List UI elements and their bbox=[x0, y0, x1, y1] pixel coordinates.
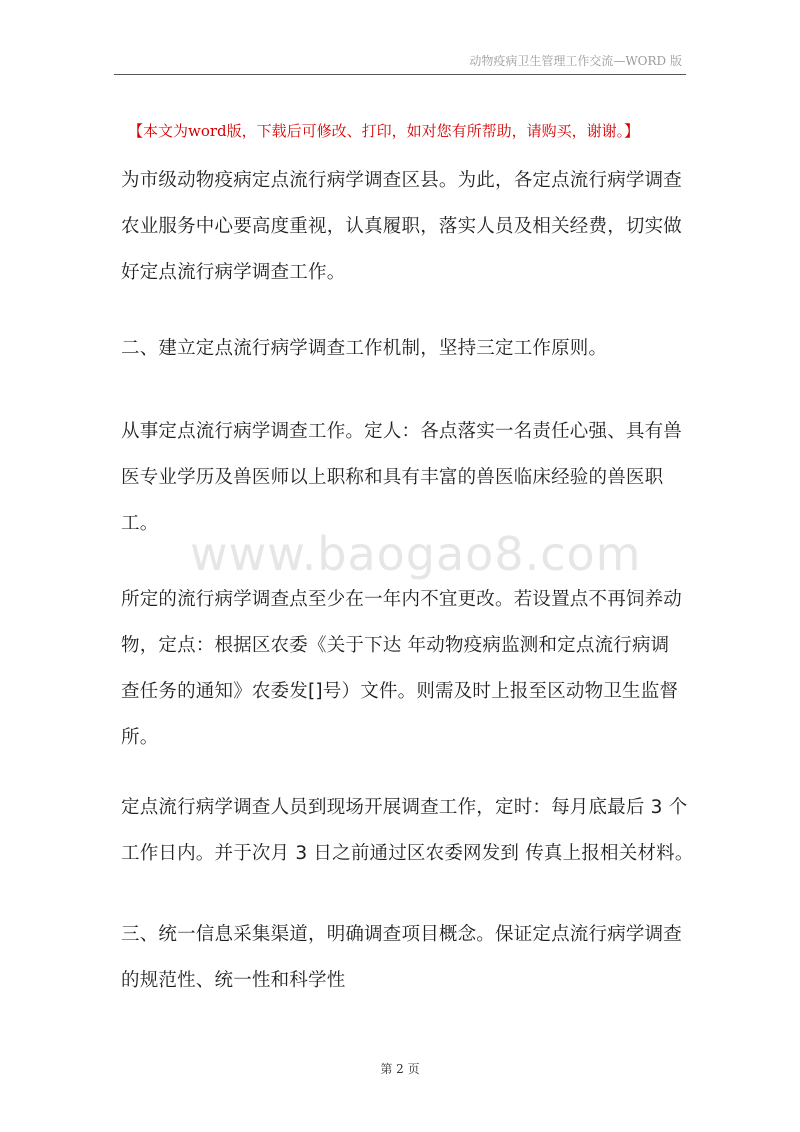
paragraph-line: 定点流行病学调查人员到现场开展调查工作，定时：每月底最后 3 个 bbox=[121, 797, 688, 818]
header-document-title: 动物疫病卫生管理工作交流—WORD 版 bbox=[469, 54, 682, 68]
paragraph-line: 二、建立定点流行病学调查工作机制，坚持三定工作原则。 bbox=[121, 338, 608, 359]
paragraph-line: 三、统一信息采集渠道，明确调查项目概念。保证定点流行病学调查 bbox=[121, 924, 683, 945]
paragraph-line: 医专业学历及兽医师以上职称和具有丰富的兽医临床经验的兽医职 bbox=[121, 467, 664, 488]
paragraph-line: 从事定点流行病学调查工作。定人：各点落实一名责任心强、具有兽 bbox=[121, 421, 683, 442]
paragraph-line: 所。 bbox=[121, 727, 159, 748]
paragraph-line: 农业服务中心要高度重视，认真履职，落实人员及相关经费，切实做 bbox=[121, 216, 683, 237]
paragraph-line: 好定点流行病学调查工作。 bbox=[121, 262, 346, 283]
paragraph-3 bbox=[121, 409, 686, 547]
paragraph-line: 为市级动物疫病定点流行病学调查区县。为此，各定点流行病学调查 bbox=[121, 170, 683, 191]
paragraph-line: 的规范性、统一性和科学性 bbox=[121, 970, 346, 991]
paragraph-1 bbox=[121, 158, 686, 296]
paragraph-line: 工。 bbox=[121, 513, 159, 534]
paragraph-line: 工作日内。并于次月 3 日之前通过区农委网发到 传真上报相关材料。 bbox=[121, 843, 694, 864]
paragraph-4 bbox=[121, 577, 686, 761]
page-number: 第 2 页 bbox=[380, 1062, 420, 1076]
paragraph-line: 查任务的通知》农委发[]号）文件。则需及时上报至区动物卫生监督 bbox=[121, 681, 679, 702]
section-heading-3 bbox=[121, 912, 686, 1004]
watermark: www.baogao8.com bbox=[190, 527, 642, 581]
paragraph-5 bbox=[121, 785, 694, 877]
section-heading-2 bbox=[121, 326, 686, 372]
purchase-notice: 【本文为word版，下载后可修改、打印，如对您有所帮助，请购买，谢谢。】 bbox=[128, 122, 640, 140]
paragraph-line: 物，定点：根据区农委《关于下达 年动物疫病监测和定点流行病调 bbox=[121, 635, 670, 656]
paragraph-line: 所定的流行病学调查点至少在一年内不宜更改。若设置点不再饲养动 bbox=[121, 589, 683, 610]
header-divider bbox=[114, 74, 686, 75]
